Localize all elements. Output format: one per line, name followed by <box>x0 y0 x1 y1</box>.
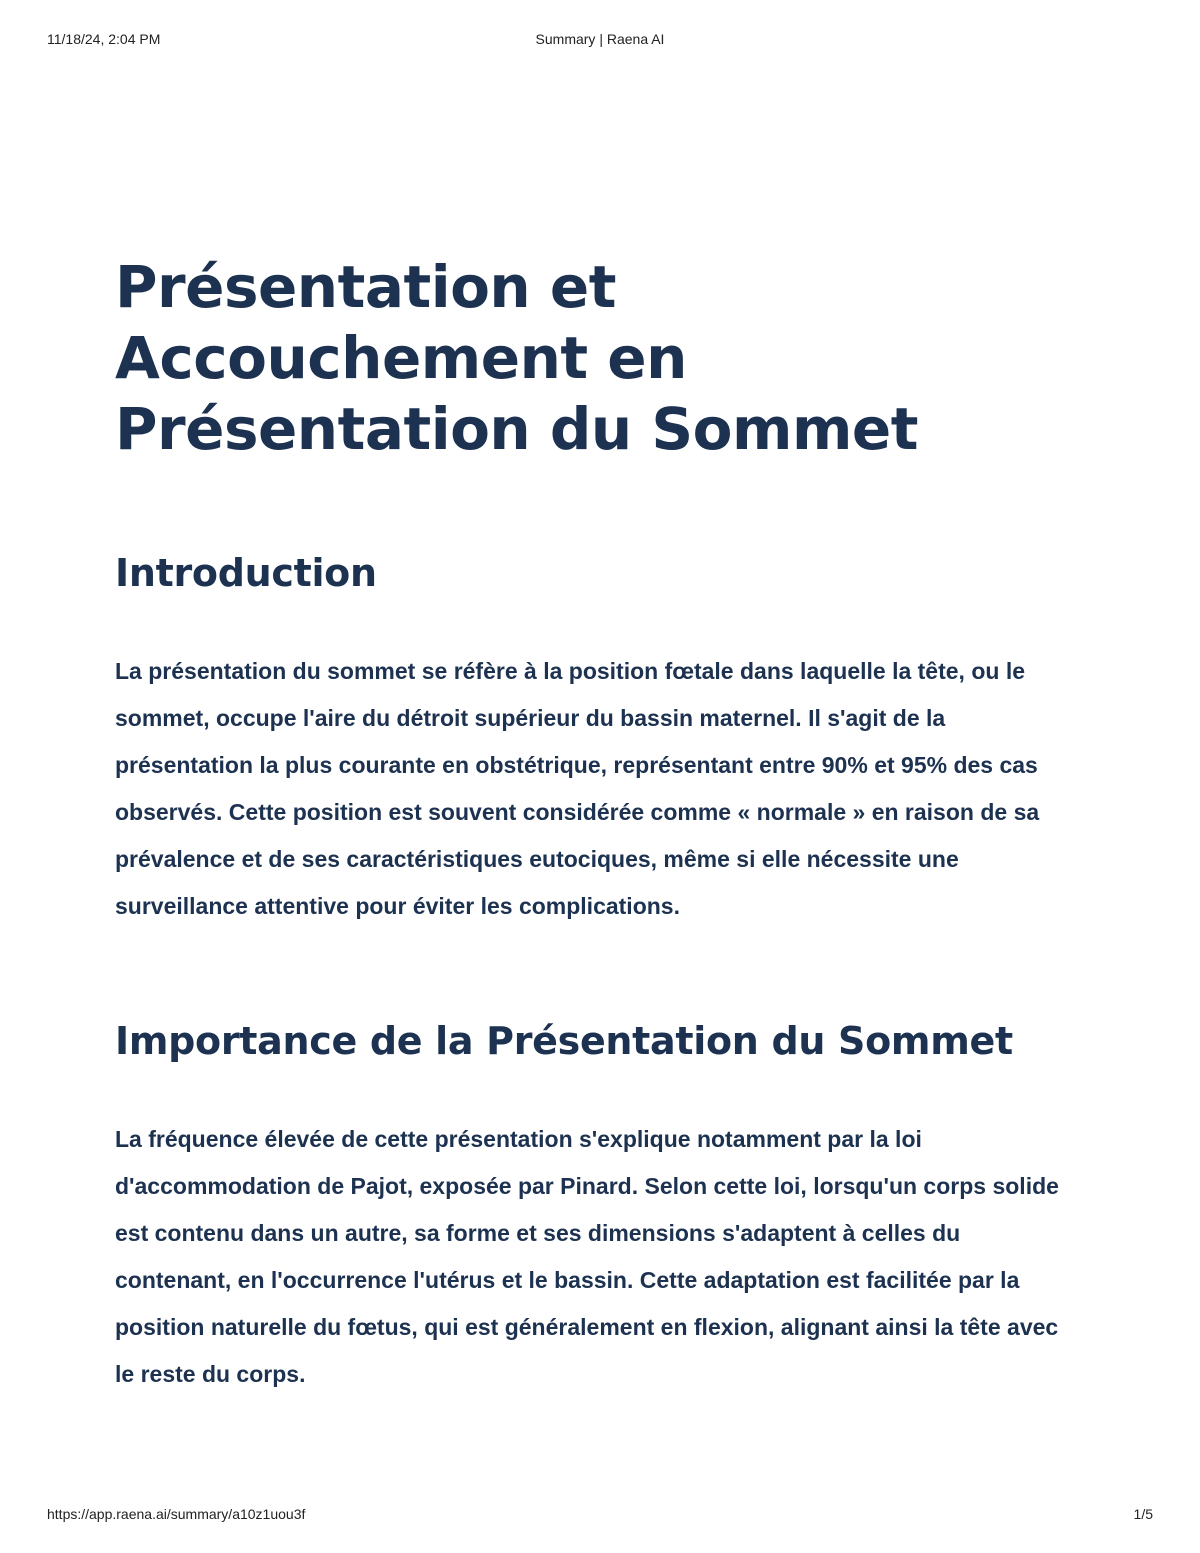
print-url: https://app.raena.ai/summary/a10z1uou3f <box>47 1506 306 1522</box>
section-body-introduction: La présentation du sommet se réfère à la position fœtale dans laquelle la tête, ou le sommet, occupe l'aire du détroit supérieur du bassin maternel. Il s'agit de la présentation la plus courante en obstétrique, représentant entre 90% et 95% des cas observés. Cette position est souvent considérée comme « normale » en raison de sa prévalence et de ses caractéristiques eutociques, même si elle nécessite une surveillance attentive pour éviter les complications. <box>115 658 1040 919</box>
print-page-number: 1/5 <box>1133 1506 1153 1522</box>
document-content <box>115 252 1080 1398</box>
print-datetime: 11/18/24, 2:04 PM <box>47 31 161 47</box>
document-title: Présentation et Accouchement en Présentation du Sommet <box>115 253 918 463</box>
print-footer <box>47 1506 1153 1524</box>
print-header <box>47 31 1153 49</box>
section-heading-introduction: Introduction <box>115 551 377 595</box>
print-page-title: Summary | Raena AI <box>535 31 665 47</box>
section-body-importance: La fréquence élevée de cette présentation s'explique notamment par la loi d'accommodation de Pajot, exposée par Pinard. Selon cette loi, lorsqu'un corps solide est contenu dans un autre, sa forme et ses dimensions s'adaptent à celles du contenant, en l'occurrence l'utérus et le bassin. Cette adaptation est facilitée par la position naturelle du fœtus, qui est généralement en flexion, alignant ainsi la tête avec le reste du corps. <box>115 1126 1059 1387</box>
section-heading-importance: Importance de la Présentation du Sommet <box>115 1019 1013 1063</box>
